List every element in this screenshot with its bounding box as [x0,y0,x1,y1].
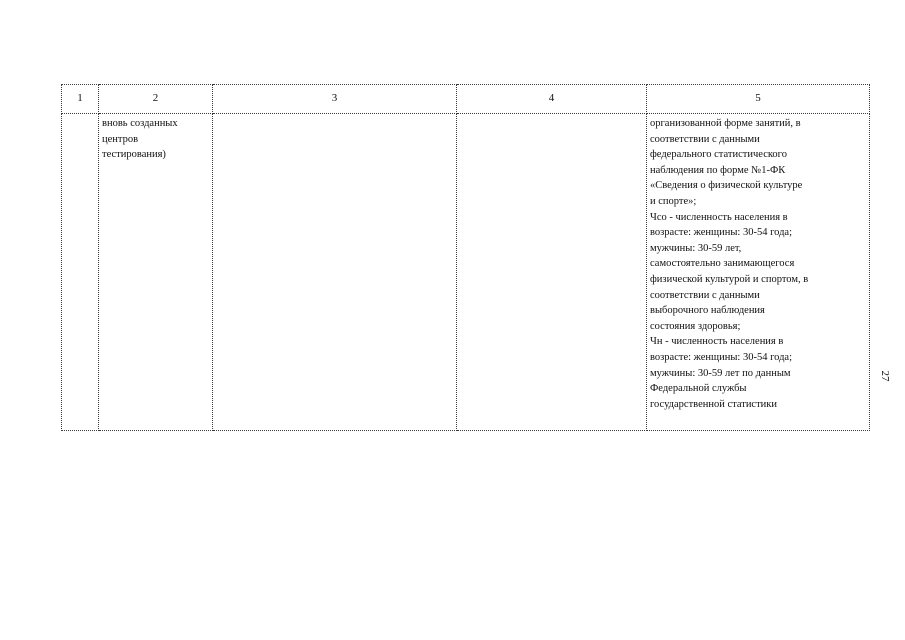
header-cell-1: 1 [62,85,99,114]
data-table [61,84,870,431]
cell-col-3-text [213,114,456,116]
header-cell-5: 5 [647,85,870,114]
page-number: 27 [879,370,891,382]
cell-col-4-text [457,114,646,116]
cell-col-5-text: организованной форме занятий, в соответствии с данными федерального статистического наблюдения по форме №1-ФК «Сведения о физической культуре и спорте»; Чсо - численность населения в возрасте: женщины: 30-54 года; мужчины: 30-59 лет, самостоятельно занимающегося физической культурой и спортом, в соответствии с данными выборочного наблюдения состояния здоровья; Чн - численность населения в возрасте: женщины: 30-54 года; мужчины: 30-59 лет по данным Федеральной службы государственной статистики [650,118,809,410]
cell-col-1 [62,114,99,431]
cell-col-5 [647,114,870,431]
cell-col-3 [213,114,457,431]
cell-col-1-text [62,114,98,116]
table-header-row [62,85,870,114]
cell-col-2-text: вновь созданных центров тестирования) [102,118,178,161]
header-cell-3: 3 [213,85,457,114]
header-cell-2: 2 [99,85,213,114]
header-cell-4: 4 [457,85,647,114]
table-row [62,114,870,431]
cell-col-4 [457,114,647,431]
cell-col-2 [99,114,213,431]
